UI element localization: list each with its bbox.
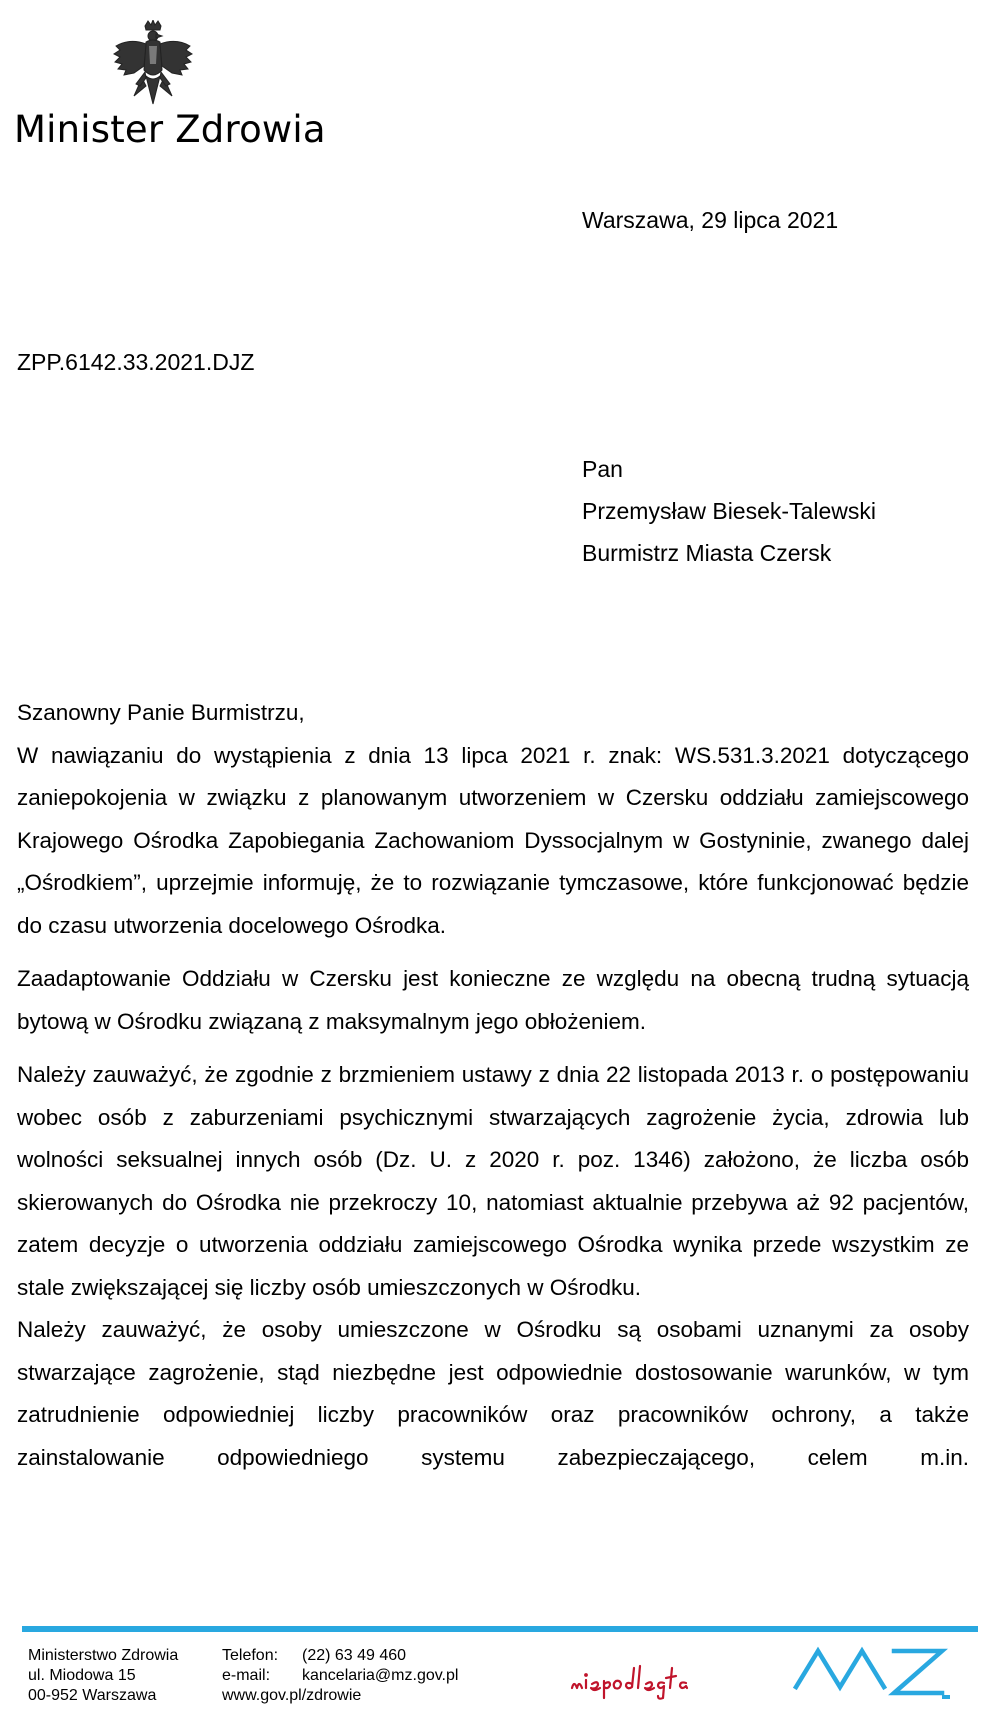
recipient-salutation: Pan [582, 456, 623, 482]
paragraph-4: Należy zauważyć, że osoby umieszczone w Ośrodku są osobami uznanymi za osoby stwarzające zagrożenie, stąd niezbędne jest odpowiednie dostosowanie warunków, w tym zatrudnienie odpowiedniej liczby pracowników oraz pracowników ochrony, a także zainstalowanie odpowiedniego systemu zabezpieczającego, celem m.in. [17, 1317, 969, 1470]
letter-date: Warszawa, 29 lipca 2021 [582, 207, 839, 233]
recipient-block [582, 448, 876, 574]
footer-city: 00-952 Warszawa [28, 1687, 157, 1704]
email-value[interactable]: kancelaria@mz.gov.pl [302, 1667, 459, 1684]
letter-body [17, 692, 969, 1479]
polish-eagle-emblem-icon [112, 20, 194, 108]
phone-label: Telefon: [222, 1647, 279, 1664]
paragraph-1: W nawiązaniu do wystąpienia z dnia 13 lipca 2021 r. znak: WS.531.3.2021 dotyczącego zaniepokojenia w związku z planowanym utworzeniem w Czersku oddziału zamiejscowego Krajowego Ośrodka Zapobiegania Zachowaniom Dyssocjalnym w Gostyninie, zwanego dalej „Ośrodkiem”, uprzejmie informuję, że to rozwiązanie tymczasowe, które funkcjonować będzie do czasu utworzenia docelowego Ośrodka. [17, 742, 969, 938]
footer-address [28, 1646, 178, 1706]
email-label: e-mail: [222, 1667, 271, 1684]
mz-logo [792, 1643, 960, 1701]
footer-divider [22, 1626, 978, 1632]
reference-number: ZPP.6142.33.2021.DJZ [17, 349, 255, 375]
phone-value: (22) 63 49 460 [302, 1647, 407, 1664]
recipient-name: Przemysław Biesek-Talewski [582, 498, 876, 524]
paragraph-2: Zaadaptowanie Oddziału w Czersku jest konieczne ze względu na obecną trudną sytuacją bytową w Ośrodku związaną z maksymalnym jego obłożeniem. [17, 966, 969, 1034]
paragraph-3: Należy zauważyć, że zgodnie z brzmieniem ustawy z dnia 22 listopada 2013 r. o postępowaniu wobec osób z zaburzeniami psychicznymi stwarzających zagrożenie życia, zdrowia lub wolności seksualnej innych osób (Dz. U. z 2020 r. poz. 1346) założono, że liczba osób skierowanych do Ośrodka nie przekroczy 10, natomiast aktualnie przebywa aż 92 pacjentów, zatem decyzje o utworzenia oddziału zamiejscowego Ośrodka wynika przede wszystkim ze stale zwiększającej się liczby osób umieszczonych w Ośrodku. [17, 1062, 969, 1300]
footer-org: Ministerstwo Zdrowia [28, 1647, 179, 1664]
footer-street: ul. Miodowa 15 [28, 1667, 136, 1684]
greeting: Szanowny Panie Burmistrzu, [17, 700, 305, 725]
ministry-title: Minister Zdrowia [14, 108, 326, 151]
footer-contact [222, 1646, 458, 1706]
niepodlegla-signature-logo [568, 1654, 750, 1704]
website-link[interactable]: www.gov.pl/zdrowie [222, 1687, 362, 1704]
recipient-position: Burmistrz Miasta Czersk [582, 540, 832, 566]
